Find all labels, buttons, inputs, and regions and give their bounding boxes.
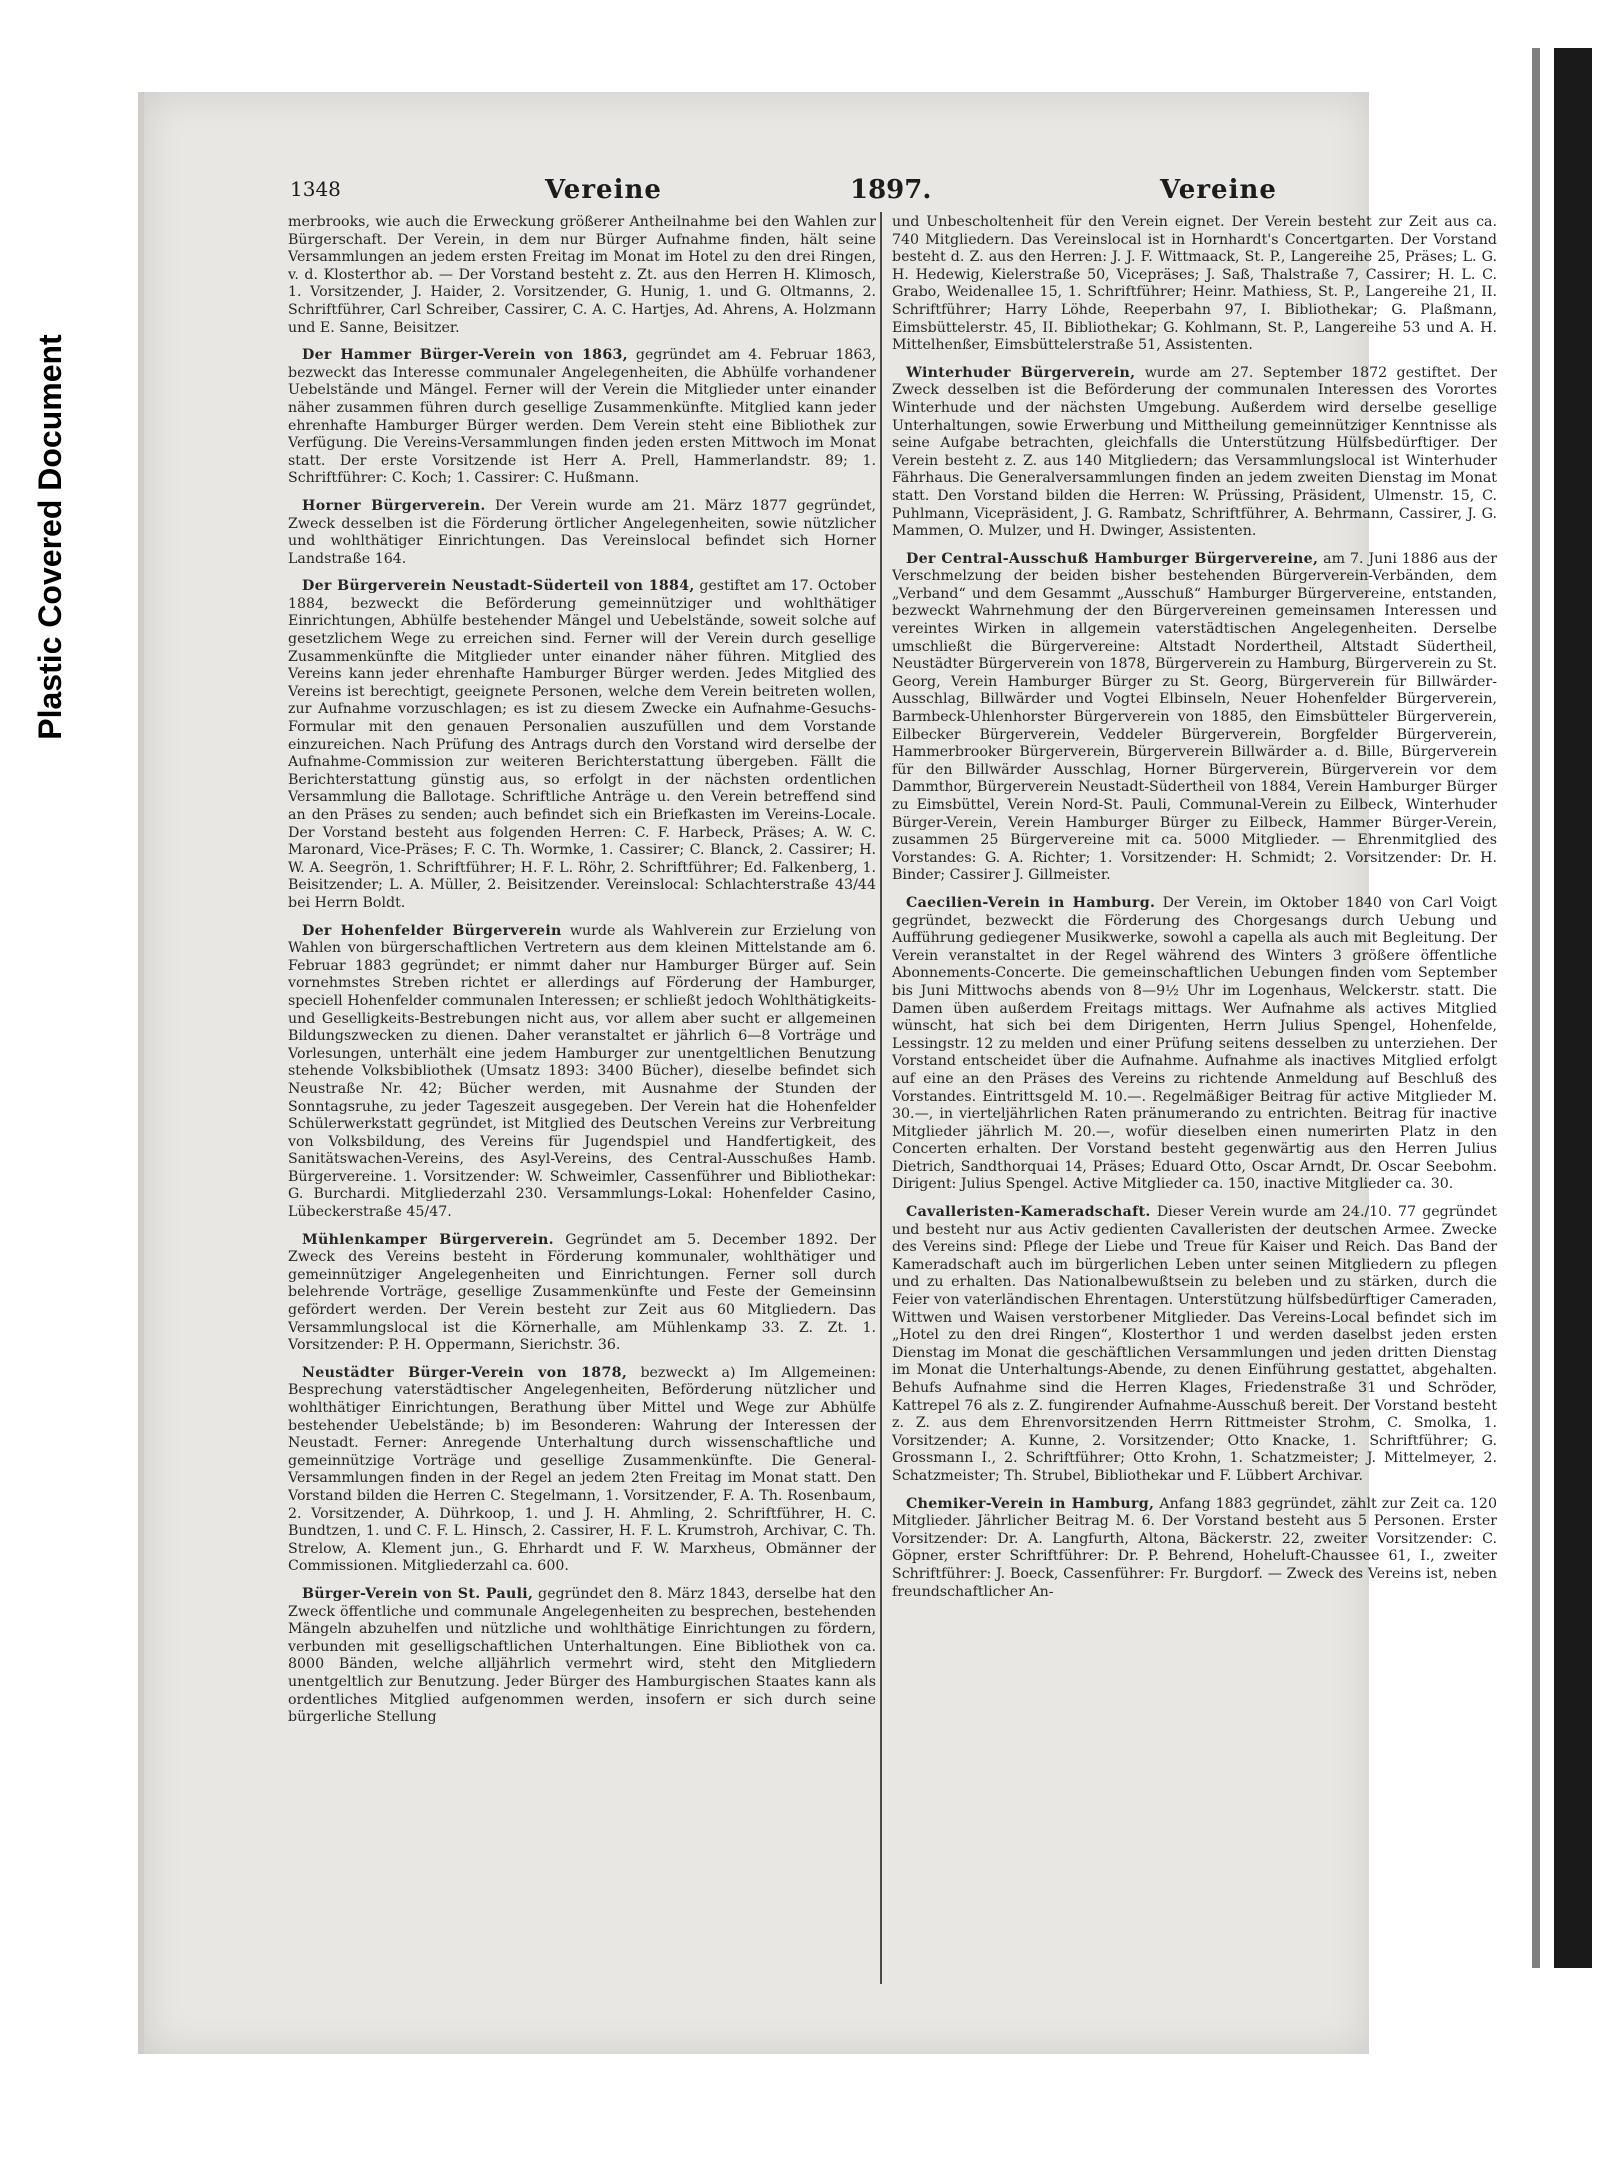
entry-title: Der Hohenfelder Bürgerverein: [302, 922, 562, 939]
entry-text: Der Verein wurde am 21. März 1877 gegründet, Zweck desselben ist die Förderung örtlicher Angelegenheiten, sowie nützlicher und wohlthätiger Einrichtungen. Das Vereinslocal befindet sich Horner Landstraße 164.: [288, 497, 876, 567]
entry-text: gegründet den 8. März 1843, derselbe hat den Zweck öffentliche und communale Angelegenheiten zu besprechen, bestehenden Mängeln abzuhelfen und nützliche und wohlthätige Einrichtungen zu fördern, verbunden mit geselligschaftlichen Unterhaltungen. Eine Bibliothek von ca. 8000 Bänden, welche alljährlich vermehrt wird, steht den Mitgliedern unentgeltlich zur Benutzung. Jeder Bürger des Hamburgischen Staates kann als ordentliches Mitglied aufgenommen werden, insofern er sich durch seine bürgerliche Stellung: [288, 1585, 876, 1726]
entry: [892, 365, 1497, 541]
left-column: [288, 214, 876, 1982]
entry: [288, 1586, 876, 1727]
entry-text: Dieser Verein wurde am 24./10. 77 gegründet und besteht nur aus Activ gedienten Cavalleristen der deutschen Armee. Zwecke des Vereins sind: Pflege der Liebe und Treue für Kaiser und Reich. Das Band der Kameradschaft auch im bürgerlichen Leben unter seinen Mitgliedern zu pflegen und zu erhalten. Das Nationalbewußtsein zu beleben und zu stärken, durch die Feier von vaterländischen Ehrentagen. Unterstützung hülfsbedürftiger Cameraden, Wittwen und Waisen verstorbener Mitglieder. Das Vereins-Local befindet sich im „Hotel zu den drei Ringen“, Klosterthor 1 und werden daselbst jeden ersten Dienstag im Monat die geschäftlichen Versammlungen und jeden dritten Dienstag im Monat die Unterhaltungs-Abende, zu denen Einführung gestattet, abgehalten. Behufs Aufnahme sind die Herren Klages, Friedenstraße 31 und Schröder, Kattrepel 76 als z. Z. fungirender Aufnahme-Ausschuß bereit. Der Vorstand besteht z. Z. aus dem Ehrenvorsitzenden Herrn Rittmeister Strohm, C. Smolka, 1. Vorsitzender; A. Kunne, 2. Vorsitzender; Otto Knacke, 1. Schriftführer; G. Grossmann I., 2. Schriftführer; Otto Krohn, 1. Schatzmeister; J. Mittelmeyer, 2. Schatzmeister; Th. Strubel, Bibliothekar und F. Lübbert Archivar.: [892, 1204, 1497, 1484]
entry-title: Cavalleristen-Kameradschaft.: [906, 1204, 1151, 1221]
entry-title: Chemiker-Verein in Hamburg,: [906, 1495, 1155, 1512]
entry-title: Mühlenkamper Bürgerverein.: [302, 1231, 554, 1248]
entry-title: Bürger-Verein von St. Pauli,: [302, 1585, 534, 1602]
entry-text: Anfang 1883 gegründet, zählt zur Zeit ca. 120 Mitglieder. Jährlicher Beitrag M. 6. Der Vorstand besteht aus 5 Personen. Erster Vorsitzender: Dr. A. Langfurth, Altona, Bäckerstr. 22, zweiter Vorsitzender: C. Göpner, erster Schriftführer: Dr. P. Behrend, Hoheluft-Chaussee 61, I., zweiter Schriftführer: J. Boeck, Cassenführer: Fr. Burgdorf. — Zweck des Vereins ist, neben freundschaftlicher An-: [892, 1495, 1497, 1600]
entry-title: Der Bürgerverein Neustadt-Süderteil von 1884,: [302, 578, 695, 595]
header-year: 1897.: [850, 175, 932, 205]
entry-text: bezweckt a) Im Allgemeinen: Besprechung vaterstädtischer Angelegenheiten, Beförderung nützlicher und wohlthätiger Einrichtungen, Berathung über Mittel und Wege zur Abhülfe bestehender Uebelstände; b) im Besonderen: Wahrung der Interessen der Neustadt. Ferner: Anregende Unterhaltung durch wissenschaftliche und gemeinnützige Vorträge und gesellige Zusammenkünfte. Die General-Versammlungen finden in der Regel an jedem 2ten Freitag im Monat statt. Den Vorstand bilden die Herren C. Stegelmann, 1. Vorsitzender, F. A. Th. Rosenbaum, 2. Vorsitzender, A. Dührkoop, 1. und J. H. Ahmling, 2. Schriftführer, H. C. Bundtzen, 1. und C. F. L. Hinsch, 2. Cassirer, H. F. L. Krumstroh, Archivar, C. Th. Strelow, A. Klement jun., G. Ehrhardt und F. W. Marxheus, Obmänner der Commissionen. Mitgliederzahl ca. 600.: [288, 1364, 876, 1575]
entry-text: gegründet am 4. Februar 1863, bezweckt das Interesse communaler Angelegenheiten, die Abhülfe vorhandener Uebelstände und Mängel. Ferner will der Verein die Mitglieder unter einander näher zusammen führen durch gesellige Zusammenkünfte. Mitglied kann jeder ehrenhafte Hamburger Bürger werden. Dem Verein steht eine Bibliothek zur Verfügung. Die Vereins-Versammlungen finden jeden ersten Mittwoch im Monat statt. Der erste Vorsitzende ist Herr A. Prell, Hammerlandstr. 89; 1. Schriftführer: C. Koch; 1. Cassirer: C. Hußmann.: [288, 347, 876, 487]
cover-label: Plastic Covered Document: [31, 334, 68, 740]
entry-text: gestiftet am 17. October 1884, bezweckt die Beförderung gemeinnütziger und wohlthätiger Einrichtungen, Abhülfe bestehender Mängel und Uebelstände, soweit solche auf gesetzlichem Wege zu erreichen sind. Ferner will der Verein durch gesellige Zusammenkünfte die Mitglieder unter einander näher führen. Mitglied des Vereins kann jeder ehrenhafte Hamburger Bürger werden. Jedes Mitglied des Vereins ist berechtigt, geeignete Personen, welche dem Verein beitreten wollen, zur Aufnahme vorzuschlagen; es ist zu diesem Zwecke ein Aufnahme-Gesuchs-Formular mit den genauen Personalien auszufüllen und dem Vorstande einzureichen. Nach Prüfung des Antrags durch den Vorstand wird derselbe der Aufnahme-Commission zur weiteren Berichterstattung übergeben. Fällt die Berichterstattung günstig aus, so erfolgt in der nächsten ordentlichen Versammlung die Ballotage. Schriftliche Anträge u. den Verein betreffend sind an den Präses zu senden; auch befindet sich ein Briefkasten im Vereins-Locale. Der Vorstand besteht aus folgenden Herren: C. F. Harbeck, Präses; A. W. C. Maronard, Vice-Präses; F. C. Th. Wormke, 1. Cassirer; C. Blanck, 2. Cassirer; H. W. A. Seegrön, 1. Schriftführer; H. F. L. Röhr, 2. Schriftführer; Ed. Falkenberg, 1. Beisitzender; L. A. Müller, 2. Beisitzender. Vereinslocal: Schlachterstraße 43/44 bei Herrn Boldt.: [288, 578, 876, 911]
binding-edge: [1554, 48, 1592, 1968]
entry: [892, 1204, 1497, 1486]
right-column: [892, 214, 1497, 1982]
entry: [288, 498, 876, 568]
entry: [288, 1365, 876, 1576]
entry-text: wurde als Wahlverein zur Erzielung von Wahlen von bürgerschaftlichen Vertretern aus dem kleinen Mittelstande am 6. Februar 1883 gegründet; er nimmt daher nur Hamburger Bürger auf. Sein vornehmstes Streben richtet er allerdings auf Förderung der Hamburger, speciell Hohenfelder communalen Interessen; er schließt jedoch Wohlthätigkeits- und Geselligkeits-Bestrebungen nicht aus, vor allem aber sucht er allgemeinen Bildungszwecken zu dienen. Daher veranstaltet er jährlich 6—8 Vorträge und Vorlesungen, unterhält eine jedem Hamburger zur unentgeltlichen Benutzung stehende Volksbibliothek (Umsatz 1893: 3400 Bücher), dieselbe befindet sich Neustraße Nr. 42; Bücher werden, mit Ausnahme der Stunden der Sonntagsruhe, zu jeder Tageszeit ausgegeben. Der Verein hat die Hohenfelder Schülerwerkstatt gegründet, ist Mitglied des Deutschen Vereins zur Verbreitung von Volksbildung, des Vereins für Jugendspiel und Handfertigkeit, des Sanitätswachen-Vereins, des Asyl-Vereins, des Central-Ausschußes Hamb. Bürgervereine. 1. Vorsitzender: W. Schweimler, Cassenführer und Bibliothekar: G. Burchardi. Mitgliederzahl 230. Versammlungs-Lokal: Hohenfelder Casino, Lübeckerstraße 45/47.: [288, 922, 876, 1221]
entry-text: merbrooks, wie auch die Erweckung größerer Antheilnahme bei den Wahlen zur Bürgerschaft. Der Verein, in dem nur Bürger Aufnahme finden, hält seine Versammlungen an jedem ersten Freitag im Monat im Hotel zu den drei Ringen, v. d. Klosterthor ab. — Der Vorstand besteht z. Zt. aus den Herren H. Klimosch, 1. Vorsitzender, J. Haider, 2. Vorsitzender, G. Hunig, 1. und G. Oltmanns, 2. Schriftführer, Carl Schreiber, Cassirer, C. A. C. Hartjes, Ad. Ahrens, A. Holzmann und E. Sanne, Beisitzer.: [288, 214, 876, 336]
entry-title: Der Central-Ausschuß Hamburger Bürgervereine,: [906, 550, 1319, 567]
entry-title: Winterhuder Bürgerverein,: [906, 364, 1136, 381]
column-divider: [880, 212, 882, 1984]
entry: [892, 1496, 1497, 1602]
entry: [288, 923, 876, 1222]
entry-title: Der Hammer Bürger-Verein von 1863,: [302, 347, 628, 364]
entry: [288, 1232, 876, 1355]
running-title-left: Vereine: [545, 175, 662, 205]
running-title-right: Vereine: [1160, 175, 1277, 205]
entry: [892, 895, 1497, 1194]
entry-text: Gegründet am 5. December 1892. Der Zweck des Vereins besteht in Förderung kommunaler, wohlthätiger und gemeinnütziger Angelegenheiten und Einrichtungen. Ferner soll durch belehrende Vorträge, gesellige Zusammenkünfte und Feste der Gemeinsinn gefördert werden. Der Verein besteht zur Zeit aus 60 Mitgliedern. Das Versammlungslocal ist die Körnerhalle, am Mühlenkamp 33. Z. Zt. 1. Vorsitzender: P. H. Oppermann, Sierichstr. 36.: [288, 1231, 876, 1354]
entry: [892, 551, 1497, 885]
page-number: 1348: [290, 177, 341, 201]
entry-text: und Unbescholtenheit für den Verein eignet. Der Verein besteht zur Zeit aus ca. 740 Mitgliedern. Das Vereinslocal ist in Hornhardt's Concertgarten. Der Vorstand besteht d. Z. aus den Herren: J. J. F. Wittmaack, St. P., Langereihe 25, Präses; L. G. H. Hedewig, Kielerstraße 50, Vicepräses; J. Saß, Thalstraße 7, Cassirer; H. L. C. Grabo, Weidenallee 15, 1. Schriftführer; Heinr. Mathiess, St. P., Langereihe 21, II. Schriftführer; Harry Löhde, Reeperbahn 97, I. Bibliothekar; G. Plaßmann, Eimsbüttelerstr. 45, II. Bibliothekar; G. Kohlmann, St. P., Langereihe 53 und A. H. Mittelhenßer, Eimsbüttelerstraße 51, Assistenten.: [892, 214, 1497, 354]
entry-title: Horner Bürgerverein.: [302, 497, 486, 514]
entry-text: am 7. Juni 1886 aus der Verschmelzung der beiden bisher bestehenden Bürgerverein-Verbänden, dem „Verband“ und dem Gesammt „Ausschuß“ Hamburger Bürgervereine, entstanden, bezweckt Wahrnehmung der den Bürgervereinen gemeinsamen Interessen und vereintes Wirken in allgemein vaterstädtischen Angelegenheiten. Derselbe umschließt die Bürgervereine: Altstadt Nordertheil, Altstadt Südertheil, Neustädter Bürgerverein von 1878, Bürgerverein zu Hamburg, Bürgerverein zu St. Georg, Verein Hamburger Bürger zu St. Georg, Bürgerverein für Billwärder-Ausschlag, Billwärder und Vogtei Elbinseln, Neuer Hohenfelder Bürgerverein, Barmbeck-Uhlenhorster Bürgerverein von 1885, den Eimsbütteler Bürgerverein, Eilbecker Bürgerverein, Veddeler Bürgerverein, Borgfelder Bürgerverein, Hammerbrooker Bürgerverein, Bürgerverein Billwärder a. d. Bille, Bürgerverein für den Billwärder Ausschlag, Horner Bürgerverein, Bürgerverein vor dem Dammthor, Bürgerverein Neustadt-Südertheil von 1884, Verein Hamburger Bürger zu Eimsbüttel, Verein Nord-St. Pauli, Communal-Verein zu Eilbeck, Winterhuder Bürger-Verein, Verein Hamburger Bürger zu Eilbeck, Hammer Bürger-Verein, zusammen 25 Bürgervereine mit ca. 5000 Mitglieder. — Ehrenmitglied des Vorstandes: G. A. Richter; 1. Vorsitzender: H. Schmidt; 2. Vorsitzender: Dr. H. Binder; Cassirer J. Gillmeister.: [892, 550, 1497, 884]
binding-edge-shadow: [1532, 48, 1540, 1968]
entry: [288, 214, 876, 337]
entry-title: Neustädter Bürger-Verein von 1878,: [302, 1364, 628, 1381]
entry: [892, 214, 1497, 355]
entry-title: Caecilien-Verein in Hamburg.: [906, 894, 1156, 911]
entry: [288, 347, 876, 488]
entry: [288, 578, 876, 912]
entry-text: Der Verein, im Oktober 1840 von Carl Voigt gegründet, bezweckt die Förderung des Chorgesangs durch Uebung und Aufführung gediegener Musikwerke, sowohl a capella als auch mit Begleitung. Der Verein veranstaltet in der Regel während des Winters 3 größere öffentliche Abonnements-Concerte. Die gemeinschaftlichen Uebungen finden vom September bis Juni Mittwochs abends von 8—9½ Uhr im Logenhaus, Welckerstr. statt. Die Damen üben außerdem Freitags mittags. Wer Aufnahme als actives Mitglied wünscht, hat sich bei dem Dirigenten, Herrn Julius Spengel, Hohenfelde, Lessingstr. 12 zu melden und einer Prüfung seitens desselben zu unterziehen. Der Vorstand entscheidet über die Aufnahme. Aufnahme als inactives Mitglied erfolgt auf eine an den Präses des Vereins zu richtende Anmeldung auf Beschluß des Vorstandes. Eintrittsgeld M. 10.—. Regelmäßiger Beitrag für active Mitglieder M. 30.—, in vierteljährlichen Raten pränumerando zu entrichten. Beitrag für inactive Mitglieder jährlich M. 20.—, wofür dieselben einen numerirten Platz in den Concerten erhalten. Der Vorstand besteht gegenwärtig aus den Herren Julius Dietrich, Sandthorquai 14, Präses; Eduard Otto, Oscar Arndt, Dr. Oscar Seebohm. Dirigent: Julius Spengel. Active Mitglieder ca. 150, inactive Mitglieder ca. 30.: [892, 894, 1497, 1193]
entry-text: wurde am 27. September 1872 gestiftet. Der Zweck desselben ist die Beförderung der communalen Interessen des Vorortes Winterhude und der nächsten Umgebung. Außerdem wird derselbe gesellige Unterhaltungen, sowie Erwerbung und Mittheilung gemeinnütziger Kenntnisse als seine Aufgabe betrachten, gleichfalls die Unterstützung Hülfsbedürftiger. Der Verein besteht z. Z. aus 140 Mitgliedern; das Versammlungslocal ist Winterhuder Fährhaus. Die Generalversammlungen finden an jedem zweiten Dienstag im Monat statt. Den Vorstand bilden die Herren: W. Prüssing, Präsident, Ulmenstr. 15, C. Puhlmann, Vicepräsident, J. G. Rambatz, Schriftführer, A. Behrmann, Cassirer, J. G. Mammen, O. Mulzer, und H. Dwinger, Assistenten.: [892, 364, 1497, 540]
page-header: [290, 175, 1350, 211]
